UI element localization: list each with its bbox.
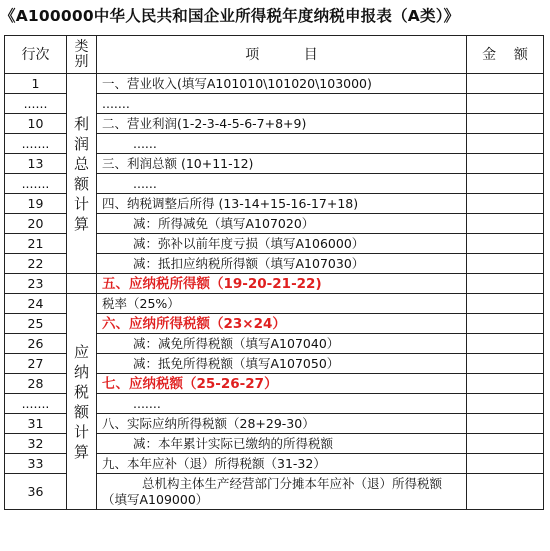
row-amount[interactable] [467,474,544,510]
row-no: 27 [5,354,67,374]
category-profit [67,74,97,274]
tax-return-table [4,35,544,510]
row-no: 10 [5,114,67,134]
row-no: ....... [5,174,67,194]
row-no: 36 [5,474,67,510]
row-item: ...... [97,134,467,154]
row-item: 减：抵免所得税额（填写A107050） [97,354,467,374]
row-item: 三、利润总额 (10+11-12) [97,154,467,174]
row-no: 26 [5,334,67,354]
category-tax [67,294,97,510]
row-item: 七、应纳税额（25-26-27） [97,374,467,394]
row-item: 减：所得减免（填写A107020） [97,214,467,234]
form-title-text: 《A100000中华人民共和国企业所得税年度纳税申报表（A类）》 [0,7,460,25]
row-item: 总机构主体生产经营部门分摊本年应补（退）所得税额（填写A109000） [97,474,467,510]
row-amount[interactable] [467,214,544,234]
row-item: 一、营业收入(填写A101010\101020\103000) [97,74,467,94]
header-amount: 金 额 [467,36,544,74]
row-item: 减：减免所得税额（填写A107040） [97,334,467,354]
row-amount[interactable] [467,194,544,214]
row-amount[interactable] [467,394,544,414]
row-category-empty [67,274,97,294]
category-tax-text: 应纳税额计算 [73,342,89,461]
row-item: 减：抵扣应纳税所得额（填写A107030） [97,254,467,274]
row-amount[interactable] [467,154,544,174]
row-no: 20 [5,214,67,234]
row-item: 八、实际应纳所得税额（28+29-30） [97,414,467,434]
row-item: 六、应纳所得税额（23×24） [97,314,467,334]
row-item: 减：本年累计实际已缴纳的所得税额 [97,434,467,454]
row-item: 五、应纳税所得额（19-20-21-22) [97,274,467,294]
row-amount[interactable] [467,374,544,394]
row-amount[interactable] [467,134,544,154]
header-category [67,36,97,74]
row-no: 22 [5,254,67,274]
row-amount[interactable] [467,334,544,354]
table-row [5,274,544,294]
table-row [5,74,544,94]
row-amount[interactable] [467,314,544,334]
row-amount[interactable] [467,94,544,114]
row-amount[interactable] [467,254,544,274]
row-amount[interactable] [467,414,544,434]
table-header-row [5,36,544,74]
row-no: 33 [5,454,67,474]
row-no: 13 [5,154,67,174]
row-no: 25 [5,314,67,334]
row-no: 23 [5,274,67,294]
row-amount[interactable] [467,354,544,374]
row-item: ....... [97,394,467,414]
row-no: 28 [5,374,67,394]
row-amount[interactable] [467,234,544,254]
form-title [0,4,550,30]
row-no: 19 [5,194,67,214]
row-item: 减：弥补以前年度亏损（填写A106000） [97,234,467,254]
table-row [5,294,544,314]
row-item: ...... [97,174,467,194]
row-no: ....... [5,134,67,154]
header-row-no: 行次 [5,36,67,74]
header-item: 项 目 [97,36,467,74]
row-amount[interactable] [467,174,544,194]
row-item: ....... [97,94,467,114]
row-amount[interactable] [467,74,544,94]
row-no: ...... [5,94,67,114]
row-item: 四、纳税调整后所得 (13-14+15-16-17+18) [97,194,467,214]
row-amount[interactable] [467,434,544,454]
row-amount[interactable] [467,294,544,314]
header-category-text: 类别 [74,38,89,70]
row-no: 24 [5,294,67,314]
row-amount[interactable] [467,274,544,294]
row-item: 二、营业利润(1-2-3-4-5-6-7+8+9) [97,114,467,134]
row-no: 1 [5,74,67,94]
row-item: 九、本年应补（退）所得税额（31-32） [97,454,467,474]
row-no: 31 [5,414,67,434]
row-no: 32 [5,434,67,454]
row-no: ....... [5,394,67,414]
row-amount[interactable] [467,454,544,474]
row-no: 21 [5,234,67,254]
row-amount[interactable] [467,114,544,134]
category-profit-text: 利润总额计算 [73,114,89,233]
row-item: 税率（25%） [97,294,467,314]
